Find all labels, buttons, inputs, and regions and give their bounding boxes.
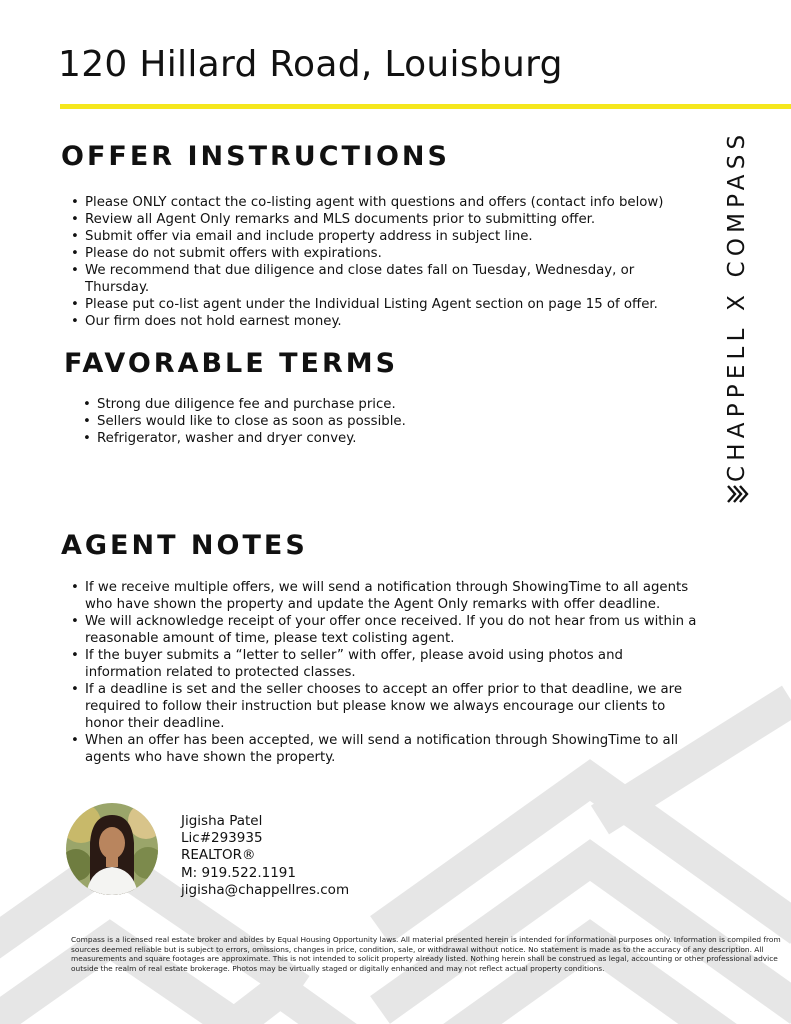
title-accent-rule	[60, 104, 791, 109]
list-item: • Please ONLY contact the co-listing agent with questions and offers (contact info below)	[69, 194, 699, 211]
agent-designation: REALTOR®	[181, 847, 256, 864]
list-item: • Refrigerator, washer and dryer convey.	[81, 430, 641, 447]
list-item: • Our firm does not hold earnest money.	[69, 313, 699, 330]
agent-name: Jigisha Patel	[181, 813, 263, 829]
agent-contact-card	[181, 813, 349, 899]
agent-avatar	[66, 803, 158, 895]
logo-text: CHAPPELL X COMPASS	[724, 130, 750, 482]
list-item: • Strong due diligence fee and purchase price.	[81, 396, 641, 413]
list-item: • If the buyer submits a “letter to seller” with offer, please avoid using photos and information related to protected classes.	[69, 647, 697, 681]
list-item: • Please do not submit offers with expirations.	[69, 245, 699, 262]
property-address-title: 120 Hillard Road, Louisburg	[58, 44, 563, 85]
offer-instructions-list	[69, 194, 699, 330]
agent-email: jigisha@chappellres.com	[181, 881, 350, 898]
list-item: • Review all Agent Only remarks and MLS documents prior to submitting offer.	[69, 211, 699, 228]
favorable-terms-heading: FAVORABLE TERMS	[64, 348, 399, 379]
chappell-compass-logo	[700, 130, 770, 510]
list-item: • Sellers would like to close as soon as possible.	[81, 413, 641, 430]
legal-disclaimer: Compass is a licensed real estate broker and abides by Equal Housing Opportunity laws. All material presented herein is intended for informational purposes only. Information is compiled from sources deemed reliable but is subject to errors, omissions, changes in price, condition, sale, or withdrawal without notice. No statement is made as to the accuracy of any description. All measurements and square footages are approximate. This is not intended to solicit property already listed. Nothing herein shall be construed as legal, accounting or other professional advice outside the realm of real estate brokerage. Photos may be virtually staged or digitally enhanced and may not reflect actual property conditions.	[71, 935, 781, 973]
agent-license: Lic#293935	[181, 830, 263, 847]
chappell-chevron-mark-icon	[728, 486, 747, 502]
list-item: • We will acknowledge receipt of your offer once received. If you do not hear from us within a reasonable amount of time, please text colisting agent.	[69, 613, 697, 647]
list-item: • If we receive multiple offers, we will send a notification through ShowingTime to all agents who have shown the property and update the Agent Only remarks with offer deadline.	[69, 579, 697, 613]
offer-instructions-heading: OFFER INSTRUCTIONS	[61, 141, 450, 172]
list-item: • We recommend that due diligence and close dates fall on Tuesday, Wednesday, or Thursday.	[69, 262, 699, 296]
list-item: • If a deadline is set and the seller chooses to accept an offer prior to that deadline, we are required to follow their instruction but please know we always encourage our clients to honor their deadline.	[69, 681, 697, 732]
list-item: • When an offer has been accepted, we will send a notification through ShowingTime to all agents who have shown the property.	[69, 732, 697, 766]
agent-phone: M: 919.522.1191	[181, 864, 296, 881]
list-item: • Please put co-list agent under the Individual Listing Agent section on page 15 of offer.	[69, 296, 699, 313]
favorable-terms-list	[81, 396, 641, 447]
list-item: • Submit offer via email and include property address in subject line.	[69, 228, 699, 245]
agent-notes-heading: AGENT NOTES	[61, 530, 308, 561]
agent-notes-list	[69, 579, 697, 766]
